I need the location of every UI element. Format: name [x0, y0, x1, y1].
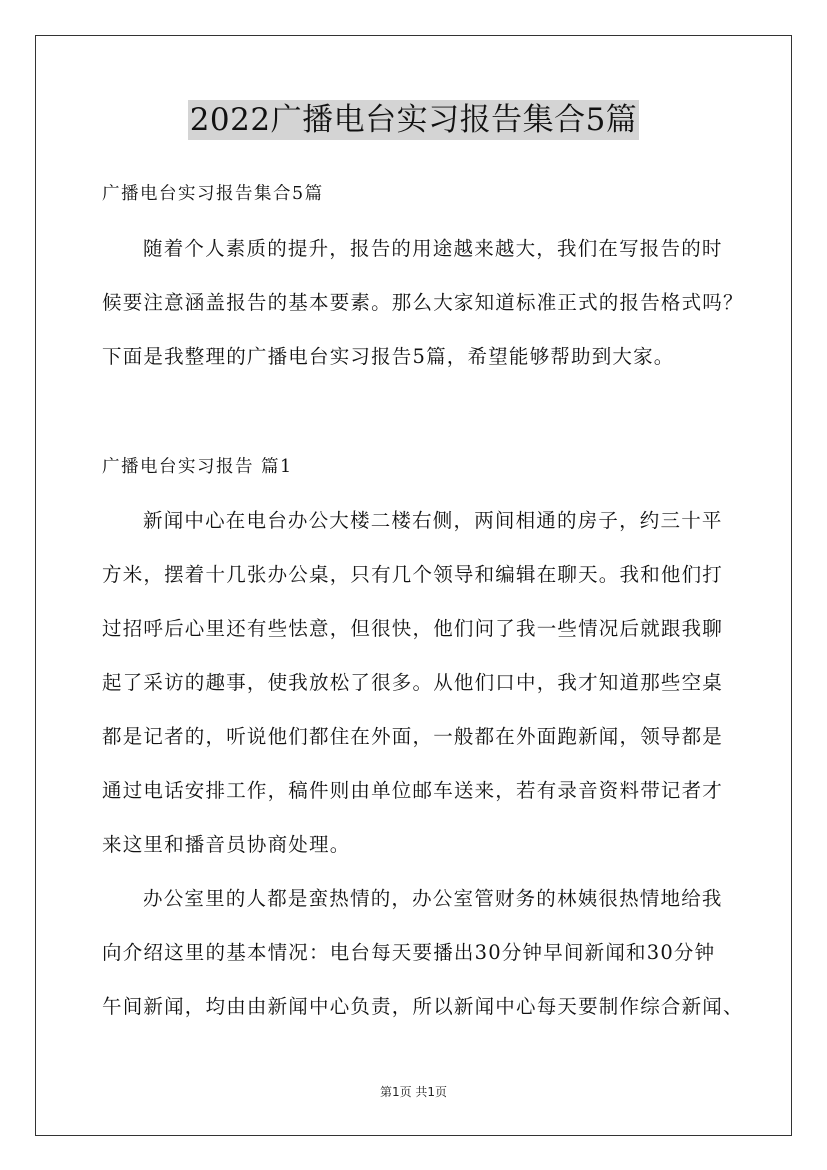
- paragraph-line: 来这里和播音员协商处理。: [102, 833, 351, 856]
- document-title: 2022广播电台实习报告集合5篇: [189, 102, 638, 138]
- paragraph-line: 都是记者的，听说他们都住在外面，一般都在外面跑新闻，领导都是: [102, 725, 724, 748]
- paragraph-line: 方米，摆着十几张办公桌，只有几个领导和编辑在聊天。我和他们打: [102, 563, 724, 586]
- paragraph-line: 通过电话安排工作，稿件则由单位邮车送来，若有录音资料带记者才: [102, 779, 724, 802]
- section-heading: 广播电台实习报告 篇1: [102, 457, 293, 477]
- paragraph-line: 过招呼后心里还有些怯意，但很快，他们问了我一些情况后就跟我聊: [102, 617, 724, 640]
- paragraph-line: 向介绍这里的基本情况：电台每天要播出30分钟早间新闻和30分钟: [102, 941, 716, 964]
- paragraph-line: 办公室里的人都是蛮热情的，办公室管财务的林姨很热情地给我: [143, 887, 723, 910]
- paragraph-line: 新闻中心在电台办公大楼二楼右侧，两间相通的房子，约三十平: [143, 509, 723, 532]
- paragraph-line: 午间新闻，均由由新闻中心负责，所以新闻中心每天要制作综合新闻、: [102, 995, 744, 1018]
- intro-line: 随着个人素质的提升，报告的用途越来越大，我们在写报告的时: [143, 237, 723, 260]
- intro-line: 候要注意涵盖报告的基本要素。那么大家知道标准正式的报告格式吗？: [102, 291, 744, 314]
- intro-line: 下面是我整理的广播电台实习报告5篇，希望能够帮助到大家。: [102, 345, 675, 368]
- paragraph-line: 起了采访的趣事，使我放松了很多。从他们口中，我才知道那些空桌: [102, 671, 724, 694]
- title-container: [0, 100, 827, 140]
- document-subtitle: 广播电台实习报告集合5篇: [102, 184, 324, 204]
- page-footer: 第1页 共1页: [379, 1085, 448, 1099]
